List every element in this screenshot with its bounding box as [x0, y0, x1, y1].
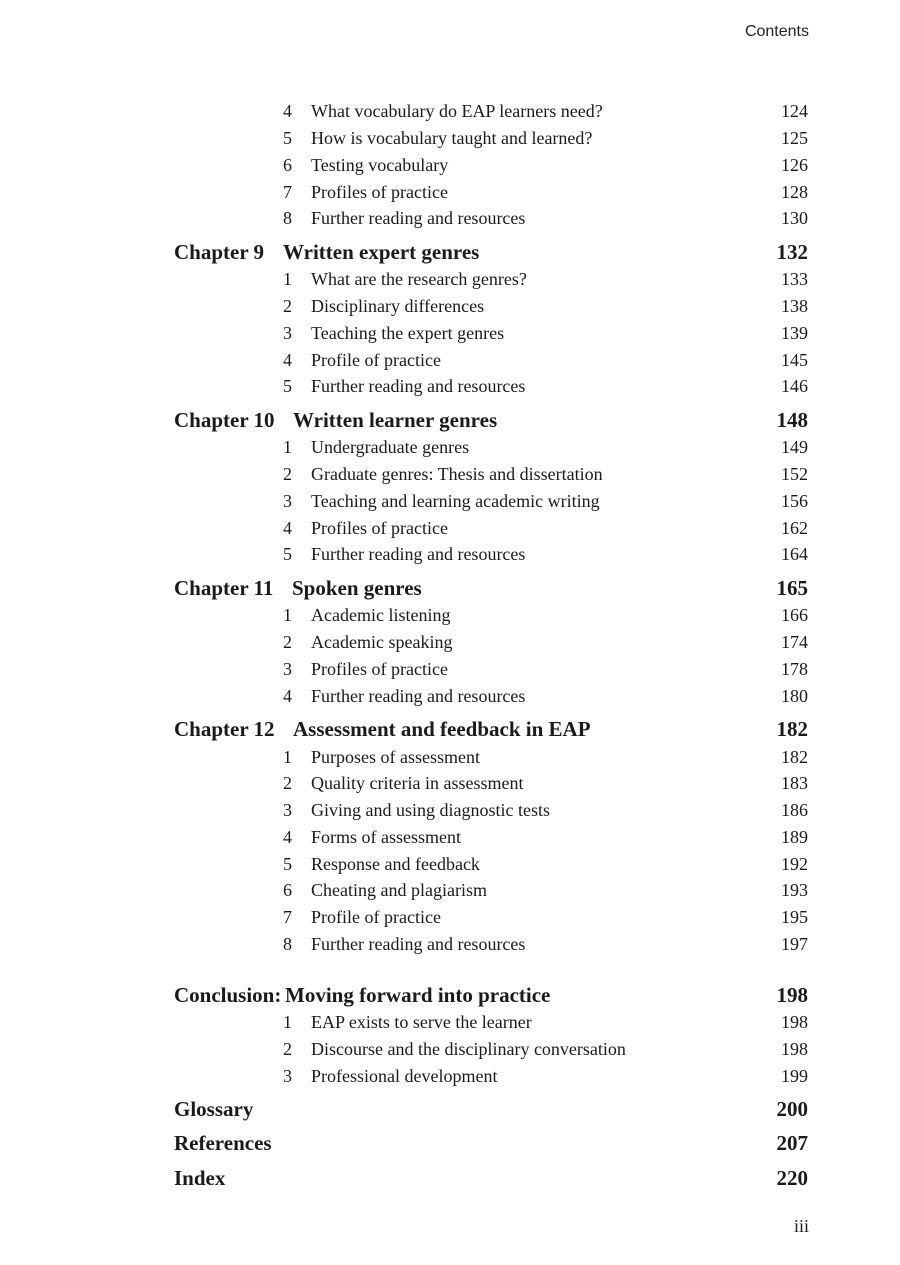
page-number: 183 [781, 773, 808, 793]
running-head: Contents [744, 23, 809, 40]
section-number: 1 [283, 1012, 292, 1032]
chapter-label: Chapter 9 [174, 240, 265, 264]
section-number: 4 [283, 518, 292, 538]
page-number: 198 [776, 983, 808, 1007]
backmatter-title: Glossary [174, 1097, 254, 1121]
toc-entry[interactable] [0, 657, 900, 681]
section-number: 2 [283, 1039, 292, 1059]
toc-entry[interactable] [0, 684, 900, 708]
section-title: Professional development [311, 1066, 498, 1086]
page-number: 189 [781, 827, 808, 847]
chapter-heading[interactable] [0, 574, 900, 602]
toc-entry[interactable] [0, 745, 900, 769]
section-title: Profiles of practice [311, 182, 448, 202]
page-number: 182 [776, 717, 808, 741]
section-number: 2 [283, 464, 292, 484]
chapter-title: Moving forward into practice [285, 983, 551, 1007]
page-number: 220 [776, 1166, 808, 1190]
index-entry[interactable] [0, 1164, 900, 1192]
chapter-title: Written expert genres [283, 240, 480, 264]
page-number: 198 [781, 1012, 808, 1032]
section-number: 2 [283, 296, 292, 316]
section-title: Cheating and plagiarism [311, 880, 487, 900]
page-number: 126 [781, 155, 808, 175]
section-number: 6 [283, 880, 292, 900]
page-folio: iii [793, 1216, 809, 1236]
page-number: 138 [781, 296, 808, 316]
page-number: 199 [781, 1066, 808, 1086]
section-number: 5 [283, 854, 292, 874]
page-number: 149 [781, 437, 808, 457]
page-number: 162 [781, 518, 808, 538]
page-number: 200 [776, 1097, 808, 1121]
section-title: Graduate genres: Thesis and dissertation [311, 464, 603, 484]
section-number: 1 [283, 747, 292, 767]
glossary-entry[interactable] [0, 1095, 900, 1123]
page-number: 156 [781, 491, 808, 511]
toc-entry[interactable] [0, 374, 900, 398]
section-number: 1 [283, 437, 292, 457]
backmatter-title: References [174, 1131, 272, 1155]
page-number: 133 [781, 269, 808, 289]
toc-entry[interactable] [0, 1037, 900, 1061]
section-title: Academic speaking [311, 632, 453, 652]
page-number: 148 [776, 408, 808, 432]
section-title: Teaching the expert genres [311, 323, 505, 343]
section-number: 3 [283, 1066, 292, 1086]
section-number: 3 [283, 800, 292, 820]
chapter-label: Chapter 11 [174, 576, 274, 600]
section-title: Profile of practice [311, 350, 441, 370]
chapter-label: Conclusion: [174, 983, 282, 1007]
page-number: 182 [781, 747, 808, 767]
page-number: 207 [776, 1131, 808, 1155]
chapter-label: Chapter 10 [174, 408, 275, 432]
toc-entry[interactable] [0, 321, 900, 345]
section-number: 1 [283, 605, 292, 625]
section-title: Further reading and resources [311, 934, 526, 954]
section-title: What vocabulary do EAP learners need? [311, 101, 603, 121]
section-number: 3 [283, 491, 292, 511]
section-number: 4 [283, 101, 292, 121]
section-title: Giving and using diagnostic tests [311, 800, 550, 820]
toc-entry[interactable] [0, 905, 900, 929]
toc-entry[interactable] [0, 348, 900, 372]
toc-entry[interactable] [0, 206, 900, 230]
section-number: 4 [283, 827, 292, 847]
page-number: 164 [781, 544, 808, 564]
toc-entry[interactable] [0, 435, 900, 459]
section-title: Purposes of assessment [311, 747, 480, 767]
toc-entry[interactable] [0, 489, 900, 513]
page-number: 128 [781, 182, 808, 202]
toc-entry[interactable] [0, 462, 900, 486]
section-title: Further reading and resources [311, 686, 526, 706]
backmatter-title: Index [174, 1166, 226, 1190]
section-title: Profiles of practice [311, 659, 448, 679]
page-number: 165 [776, 576, 808, 600]
section-number: 4 [283, 350, 292, 370]
toc-entry[interactable] [0, 1064, 900, 1088]
section-number: 3 [283, 659, 292, 679]
section-title: Quality criteria in assessment [311, 773, 524, 793]
toc-entry[interactable] [0, 294, 900, 318]
toc-entry[interactable] [0, 126, 900, 150]
section-number: 7 [283, 182, 292, 202]
toc-entry[interactable] [0, 516, 900, 540]
toc-entry[interactable] [0, 878, 900, 902]
section-title: EAP exists to serve the learner [311, 1012, 532, 1032]
page-number: 195 [781, 907, 808, 927]
section-title: Disciplinary differences [311, 296, 485, 316]
page-number: 192 [781, 854, 808, 874]
toc-entry[interactable] [0, 852, 900, 876]
page-number: 152 [781, 464, 808, 484]
section-title: Testing vocabulary [311, 155, 449, 175]
section-title: Forms of assessment [311, 827, 461, 847]
page-number: 130 [781, 208, 808, 228]
page-number: 132 [776, 240, 808, 264]
chapter-label: Chapter 12 [174, 717, 275, 741]
toc-entry[interactable] [0, 825, 900, 849]
section-title: Profiles of practice [311, 518, 448, 538]
chapter-heading[interactable] [0, 406, 900, 434]
section-number: 1 [283, 269, 292, 289]
chapter-heading[interactable] [0, 981, 900, 1009]
section-number: 2 [283, 632, 292, 652]
toc-entry[interactable] [0, 798, 900, 822]
page-number: 186 [781, 800, 808, 820]
page-number: 193 [781, 880, 808, 900]
page-number: 166 [781, 605, 808, 625]
section-number: 2 [283, 773, 292, 793]
section-title: Further reading and resources [311, 376, 526, 396]
page-number: 197 [781, 934, 808, 954]
page-number: 198 [781, 1039, 808, 1059]
chapter-title: Written learner genres [293, 408, 498, 432]
section-title: Response and feedback [311, 854, 480, 874]
page-number: 180 [781, 686, 808, 706]
toc-entry[interactable] [0, 99, 900, 123]
section-title: Profile of practice [311, 907, 441, 927]
section-title: Further reading and resources [311, 208, 526, 228]
section-number: 3 [283, 323, 292, 343]
chapter-title: Spoken genres [292, 576, 422, 600]
chapter-title: Assessment and feedback in EAP [293, 717, 591, 741]
section-number: 8 [283, 208, 292, 228]
toc-entry[interactable] [0, 180, 900, 204]
references-entry[interactable] [0, 1129, 900, 1157]
section-number: 8 [283, 934, 292, 954]
section-number: 4 [283, 686, 292, 706]
section-title: How is vocabulary taught and learned? [311, 128, 593, 148]
page-number: 174 [781, 632, 808, 652]
section-title: What are the research genres? [311, 269, 527, 289]
section-title: Discourse and the disciplinary conversation [311, 1039, 626, 1059]
section-number: 5 [283, 544, 292, 564]
page-number: 124 [781, 101, 808, 121]
toc-entry[interactable] [0, 630, 900, 654]
section-number: 5 [283, 376, 292, 396]
toc-entry[interactable] [0, 771, 900, 795]
section-title: Teaching and learning academic writing [311, 491, 600, 511]
section-title: Academic listening [311, 605, 451, 625]
section-number: 7 [283, 907, 292, 927]
toc-entry[interactable] [0, 603, 900, 627]
section-title: Undergraduate genres [311, 437, 470, 457]
toc-entry[interactable] [0, 153, 900, 177]
toc-entry[interactable] [0, 542, 900, 566]
section-title: Further reading and resources [311, 544, 526, 564]
page-number: 178 [781, 659, 808, 679]
chapter-heading[interactable] [0, 715, 900, 743]
page-number: 145 [781, 350, 808, 370]
toc-entry[interactable] [0, 932, 900, 956]
chapter-heading[interactable] [0, 238, 900, 266]
toc-entry[interactable] [0, 1010, 900, 1034]
section-number: 6 [283, 155, 292, 175]
toc-entry[interactable] [0, 267, 900, 291]
page-number: 146 [781, 376, 808, 396]
page-number: 125 [781, 128, 808, 148]
page-number: 139 [781, 323, 808, 343]
section-number: 5 [283, 128, 292, 148]
